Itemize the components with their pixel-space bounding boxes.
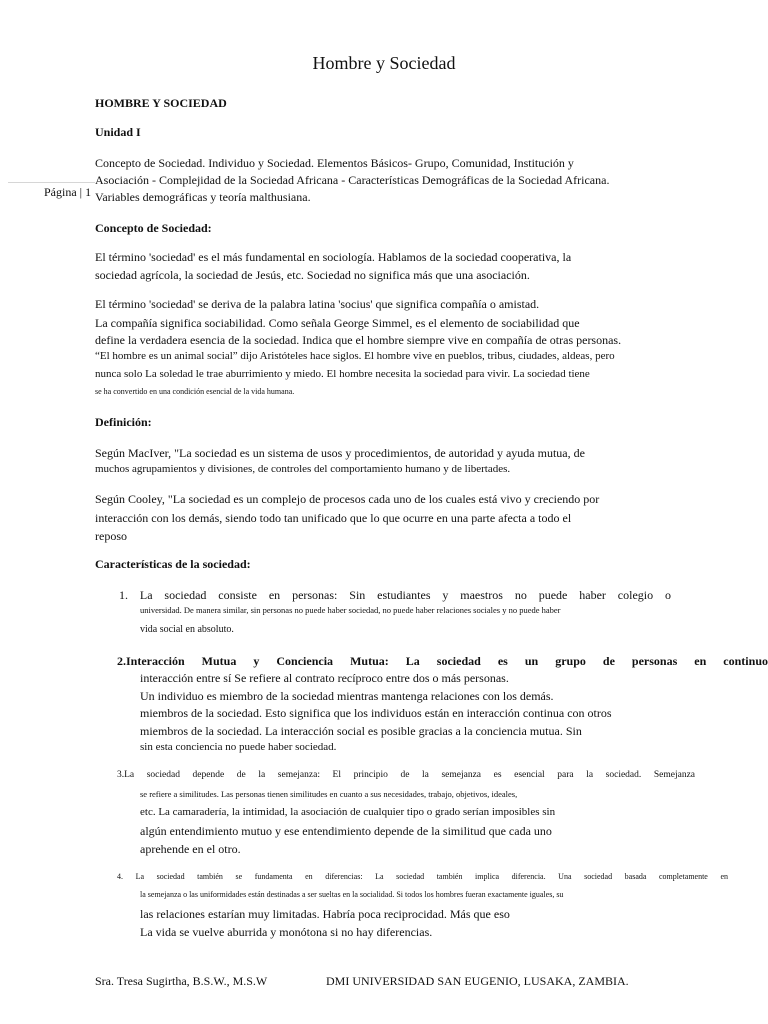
characteristic-item-3-line: aprehende en el otro. — [140, 842, 241, 856]
characteristic-item-4-line: La vida se vuelve aburrida y monótona si no hay diferencias. — [140, 925, 433, 939]
concept-paragraph-line: nunca solo La soledad le trae aburrimiento y miedo. El hombre necesita la sociedad para vivir. La sociedad tiene — [95, 368, 590, 380]
concept-paragraph-line: El término 'sociedad' es el más fundamental en sociología. Hablamos de la sociedad cooperativa, la — [95, 250, 572, 264]
characteristic-item-3-line: se refiere a similitudes. Las personas tienen similitudes en cuanto a sus necesidades, trabajo, objetivos, ideales, — [140, 789, 518, 799]
characteristic-item-4-line: 4. La sociedad también se fundamenta en diferencias: La sociedad también implica diferencia. Una sociedad basada completamente en — [117, 872, 728, 881]
footer-author: Sra. Tresa Sugirtha, B.S.W., M.S.W — [95, 974, 268, 988]
definition-paragraph-line: muchos agrupamientos y divisiones, de controles del comportamiento humano y de libertades. — [95, 463, 511, 475]
concept-heading: Concepto de Sociedad: — [95, 221, 212, 235]
definition-paragraph-line: interacción con los demás, siendo todo tan unificado que lo que ocurre en una parte afecta a todo el — [95, 511, 572, 525]
characteristic-item-2-line: miembros de la sociedad. La interacción social es posible gracias a la conciencia mutua. Sin — [140, 724, 582, 738]
characteristic-item-2-line: sin esta conciencia no puede haber sociedad. — [140, 741, 337, 753]
page-marker-rule — [8, 182, 95, 183]
concept-paragraph-line: se ha convertido en una condición esencial de la vida humana. — [95, 387, 295, 396]
characteristic-item-2-line: Un individuo es miembro de la sociedad mientras mantenga relaciones con los demás. — [140, 689, 554, 703]
characteristic-item-2-heading: 2.Interacción Mutua y Conciencia Mutua: La sociedad es un grupo de personas en continuo — [117, 654, 768, 668]
characteristic-item-4-line: la semejanza o las uniformidades están destinadas a ser sueltas en la socialidad. Si todos los hombres fueran exactamente iguales, su — [140, 890, 564, 899]
characteristic-item-3-line: 3.La sociedad depende de la semejanza: El principio de la semejanza es esencial para la sociedad. Semejanza — [117, 770, 695, 780]
characteristic-item-3-line: etc. La camaradería, la intimidad, la asociación de cualquier tipo o grado serían imposibles sin — [140, 806, 556, 818]
characteristics-heading: Características de la sociedad: — [95, 557, 251, 571]
page-title: Hombre y Sociedad — [312, 53, 456, 73]
concept-paragraph-line: La compañía significa sociabilidad. Como señala George Simmel, es el elemento de sociabilidad que — [95, 316, 580, 330]
definition-paragraph-line: Según MacIver, "La sociedad es un sistema de usos y procedimientos, de autoridad y ayuda mutua, de — [95, 446, 585, 460]
page-number-marker: Página | 1 — [44, 185, 92, 199]
characteristic-item-2-line: interacción entre sí Se refiere al contrato recíproco entre dos o más personas. — [140, 671, 509, 685]
footer-institution: DMI UNIVERSIDAD SAN EUGENIO, LUSAKA, ZAMBIA. — [326, 974, 629, 988]
definition-paragraph-line: reposo — [95, 529, 127, 543]
intro-line: Concepto de Sociedad. Individuo y Sociedad. Elementos Básicos- Grupo, Comunidad, Institución y — [95, 156, 574, 170]
concept-paragraph-line: sociedad agrícola, la sociedad de Jesús, etc. Sociedad no significa más que una asociación. — [95, 268, 530, 282]
characteristic-item-2-line: miembros de la sociedad. Esto significa que los individuos están en interacción continua con otros — [140, 706, 612, 720]
concept-paragraph-line: “El hombre es un animal social” dijo Aristóteles hace siglos. El hombre vive en pueblos, tribus, ciudades, aldeas, pero — [95, 350, 615, 362]
definition-paragraph-line: Según Cooley, "La sociedad es un complejo de procesos cada uno de los cuales está vivo y creciendo por — [95, 492, 600, 506]
unit-heading: Unidad I — [95, 125, 141, 139]
concept-paragraph-line: define la verdadera esencia de la sociedad. Indica que el hombre siempre vive en compañía de otras personas. — [95, 333, 622, 347]
definition-heading: Definición: — [95, 415, 152, 429]
characteristic-item-4-line: las relaciones estarían muy limitadas. Habría poca reciprocidad. Más que eso — [140, 907, 510, 921]
concept-paragraph-line: El término 'sociedad' se deriva de la palabra latina 'socius' que significa compañía o amistad. — [95, 297, 540, 311]
characteristic-item-1-line: 1. La sociedad consiste en personas: Sin estudiantes y maestros no puede haber colegio o — [119, 588, 671, 602]
document-heading: HOMBRE Y SOCIEDAD — [95, 96, 227, 110]
characteristic-item-1-line: vida social en absoluto. — [140, 624, 234, 635]
characteristic-item-3-line: algún entendimiento mutuo y ese entendimiento depende de la similitud que cada uno — [140, 824, 552, 838]
characteristic-item-1-line: universidad. De manera similar, sin personas no puede haber sociedad, no puede haber relaciones sociales y no puede haber — [140, 605, 561, 615]
intro-line: Variables demográficas y teoría malthusiana. — [95, 190, 311, 204]
intro-line: Asociación - Complejidad de la Sociedad Africana - Características Demográficas de la Sociedad Africana. — [95, 173, 610, 187]
